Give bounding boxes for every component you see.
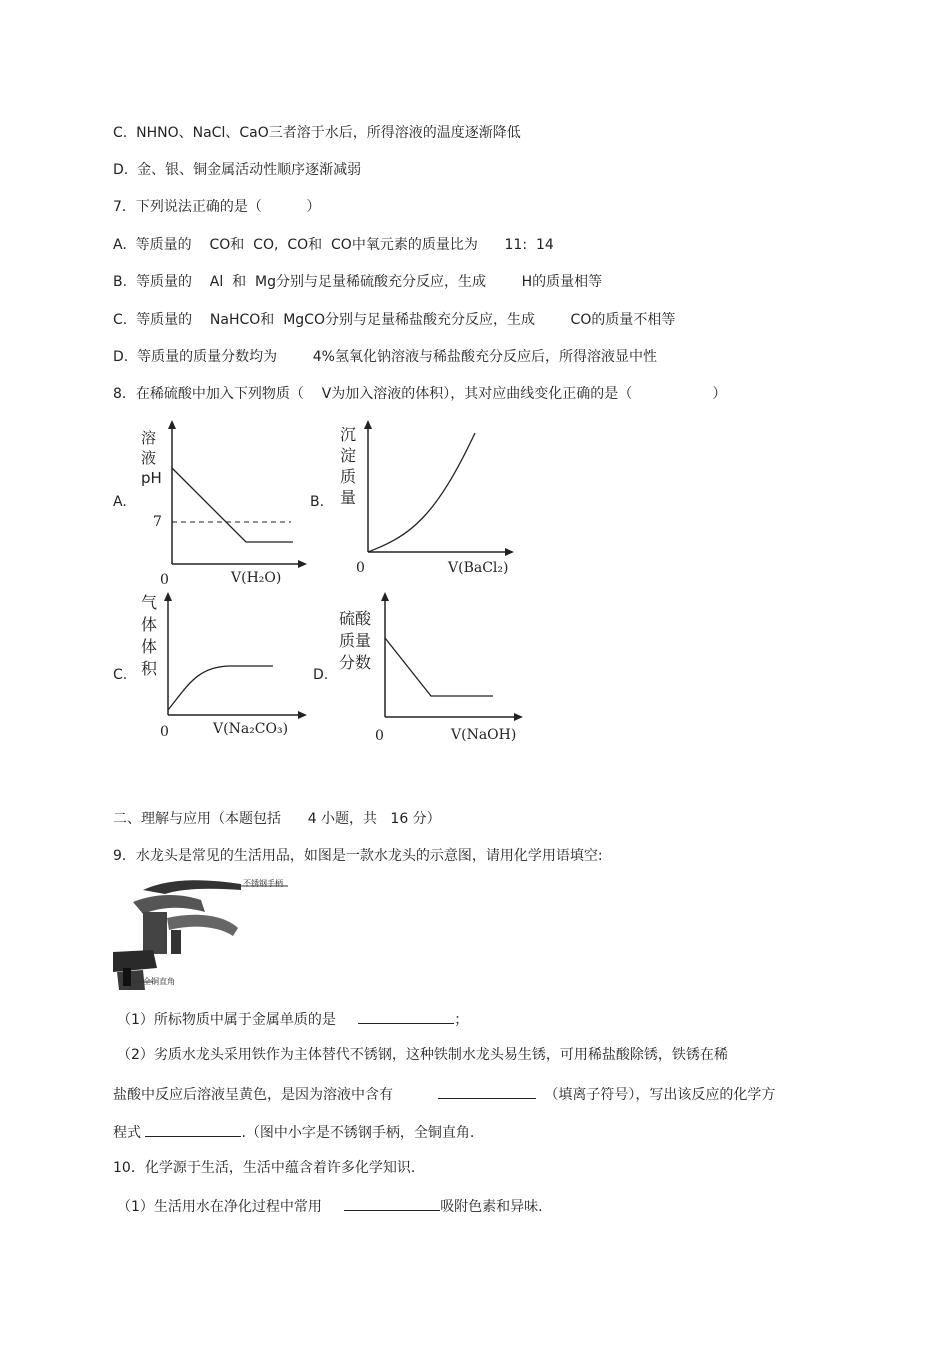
faucet-label-elbow: 全铜直角 xyxy=(143,977,175,986)
graph-c-x-label: V(Na₂CO₃) xyxy=(213,721,289,737)
graph-d-option: D. xyxy=(313,667,329,683)
graph-d xyxy=(313,590,538,750)
question-9: 9．水龙头是常见的生活用品，如图是一款水龙头的示意图，请用化学用语填空: xyxy=(113,848,603,864)
answer-blank-9-1[interactable] xyxy=(358,1009,454,1024)
graph-a xyxy=(113,418,313,588)
section-2-heading: 二、理解与应用（本题包括 4 小题，共 16 分） xyxy=(113,811,441,827)
question-7-option-a: A. 等质量的 CO和 CO, CO和 CO中氧元素的质量比为 11: 14 xyxy=(113,237,554,253)
graph-d-y-label: 硫酸 质量 分数 xyxy=(339,609,372,672)
question-7-option-b: B. 等质量的 Al 和 Mg分别与足量稀硫酸充分反应，生成 H的质量相等 xyxy=(113,274,603,290)
answer-blank-9-2-ion[interactable] xyxy=(438,1084,536,1099)
graph-d-origin: 0 xyxy=(375,728,384,744)
question-9-part-1: （1）所标物质中属于金属单质的是 ； xyxy=(117,1009,468,1029)
graph-c xyxy=(113,590,313,745)
graph-b xyxy=(310,418,525,588)
graph-b-y-label: 沉 淀 质 量 xyxy=(340,425,357,507)
question-7: 7．下列说法正确的是（ ） xyxy=(113,199,321,215)
option-c-solubility: C. NHNO、NaCl、CaO三者溶于水后，所得溶液的温度逐渐降低 xyxy=(113,125,521,141)
question-10: 10．化学源于生活，生活中蕴含着许多化学知识. xyxy=(113,1160,416,1176)
question-9-part-2-line-1: （2）劣质水龙头采用铁作为主体替代不锈钢，这种铁制水龙头易生锈，可用稀盐酸除锈，铁锈在稀 xyxy=(117,1047,728,1063)
question-7-option-c: C. 等质量的 NaHCO和 MgCO分别与足量稀盐酸充分反应，生成 CO的质量不相等 xyxy=(113,312,676,328)
graph-b-x-label: V(BaCl₂) xyxy=(448,560,509,576)
question-9-part-2-line-2: 盐酸中反应后溶液呈黄色，是因为溶液中含有 （填离子符号），写出该反应的化学方 xyxy=(113,1084,775,1104)
question-8: 8．在稀硫酸中加入下列物质（ V为加入溶液的体积），其对应曲线变化正确的是（ ） xyxy=(113,386,727,402)
graph-b-option: B. xyxy=(310,494,325,510)
faucet-illustration xyxy=(113,872,293,990)
graph-c-origin: 0 xyxy=(160,724,169,740)
graph-a-x-label: V(H₂O) xyxy=(231,570,282,586)
graph-a-y-label: 溶 液 pH xyxy=(141,429,162,487)
answer-blank-9-2-equation[interactable] xyxy=(145,1122,241,1137)
graph-a-y-tick: 7 xyxy=(153,514,162,530)
graph-a-origin: 0 xyxy=(160,572,169,588)
question-10-part-1: （1）生活用水在净化过程中常用 吸附色素和异味. xyxy=(117,1196,543,1216)
graph-c-option: C. xyxy=(113,667,128,683)
graph-a-option: A. xyxy=(113,494,127,510)
graph-a-axes xyxy=(113,418,313,588)
graph-d-axes xyxy=(313,590,538,750)
question-9-part-2-line-3: 程式 .（图中小字是不锈钢手柄，全铜直角. xyxy=(113,1122,474,1142)
graph-b-origin: 0 xyxy=(356,560,365,576)
option-d-activity: D. 金、银、铜金属活动性顺序逐渐减弱 xyxy=(113,162,362,178)
faucet-label-handle: 不锈钢手柄 xyxy=(243,879,283,888)
answer-blank-10-1[interactable] xyxy=(344,1196,440,1211)
faucet-drawing xyxy=(113,872,293,990)
graph-d-x-label: V(NaOH) xyxy=(451,727,517,743)
graph-c-y-label: 气 体 体 积 xyxy=(141,593,158,678)
question-7-option-d: D. 等质量的质量分数均为 4%氢氧化钠溶液与稀盐酸充分反应后，所得溶液显中性 xyxy=(113,349,657,365)
